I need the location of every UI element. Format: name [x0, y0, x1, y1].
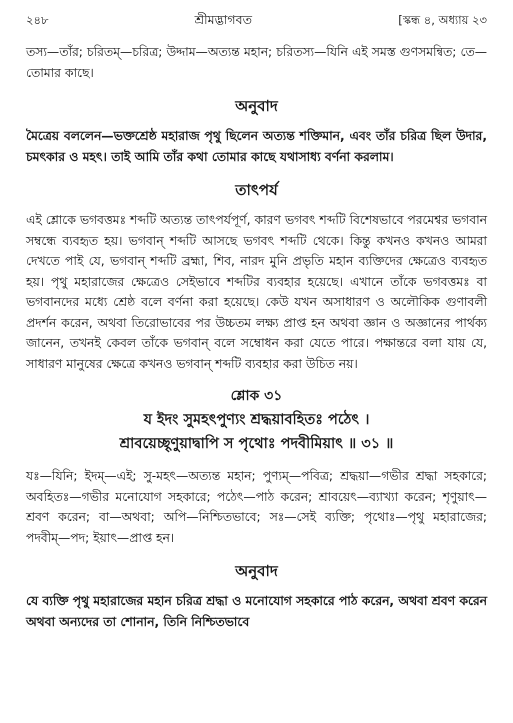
page-header — [26, 0, 487, 32]
purport-text: এই শ্লোকে ভগবত্তমঃ শব্দটি অত্যন্ত তাৎপর্যপূর্ণ, কারণ ভগবৎ শব্দটি বিশেষভাবে পরমেশ্বর ভগবান সম্বন্ধে ব্যবহৃত হয়। ভগবান্ শব্দটি আসছে ভগবৎ শব্দটি থেকে। কিন্তু কখনও কখনও আমরা দেখতে পাই যে, ভগবান্ শব্দটি ব্রহ্মা, শিব, নারদ মুনি প্রভৃতি মহান ব্যক্তিদের ক্ষেত্রেও ব্যবহৃত হয়। পৃথু মহারাজের ক্ষেত্রেও সেইভাবে শব্দটির ব্যবহার হয়েছে। এখানে তাঁকে ভগবত্তমঃ বা ভগবানদের মধ্যে শ্রেষ্ঠ বলে বর্ণনা করা হয়েছে। কেউ যখন অসাধারণ ও অলৌকিক গুণাবলী প্রদর্শন করেন, অথবা তিরোভাবের পর উচ্চতম লক্ষ্য প্রাপ্ত হন অথবা জ্ঞান ও অজ্ঞানের পার্থক্য জানেন, তখনই কেবল তাঁকে ভগবান্ বলে সম্বোধন করা যেতে পারে। পক্ষান্তরে বলা যায় যে, সাধারণ মানুষের ক্ষেত্রে কখনও ভগবান্ শব্দটি ব্যবহার করা উচিত নয়। — [26, 213, 487, 371]
synonyms-verse: যঃ—যিনি; ইদম্—এই; সু-মহৎ—অত্যন্ত মহান; পুণ্যম্—পবিত্র; শ্রদ্ধয়া—গভীর শ্রদ্ধা সহকারে; অবহিতঃ—গভীর মনোযোগ সহকারে; পঠেৎ—পাঠ করেন; শ্রাবয়েৎ—ব্যাখ্যা করেন; শৃণুয়াৎ—শ্রবণ করেন; বা—অথবা; অপি—নিশ্চিতভাবে; সঃ—সেই ব্যক্তি; পৃথোঃ—পৃথু মহারাজের; পদবীম্—পদ; ইয়াৎ—প্রাপ্ত হন। — [26, 469, 487, 545]
canto-chapter: [স্কন্ধ ৪, অধ্যায় ২৩ — [398, 13, 487, 27]
verse-label: শ্লোক ৩১ — [230, 388, 283, 404]
purport-heading: তাৎপর্য — [235, 181, 278, 199]
book-title: শ্রীমদ্ভাগবত — [194, 12, 252, 27]
verse-line-1: য ইদং সুমহৎপুণ্যং শ্রদ্ধয়াবহিতঃ পঠেৎ । — [143, 412, 370, 428]
page-number: ২৪৮ — [26, 13, 49, 27]
verse-line-2: শ্রাবয়েচ্ছৃণুয়াদ্বাপি স পৃথোঃ পদবীমিয়াৎ ॥ ৩১ ॥ — [119, 436, 394, 452]
translation-heading: অনুবাদ — [235, 97, 278, 115]
synonyms-top: তস্য—তাঁর; চরিতম্—চরিত্র; উদ্দাম—অত্যন্ত মহান; চরিতস্য—যিনি এই সমস্ত গুণসমন্বিত; তে—তোমার কাছে। — [26, 45, 487, 80]
translation-heading-2: অনুবাদ — [235, 562, 278, 580]
translation-text-2: যে ব্যক্তি পৃথু মহারাজের মহান চরিত্র শ্রদ্ধা ও মনোযোগ সহকারে পাঠ করেন, অথবা শ্রবণ করেন অথবা অন্যদের তা শোনান, তিনি নিশ্চিতভাবে — [26, 594, 487, 629]
translation-text: মৈত্রেয় বললেন—ভক্তশ্রেষ্ঠ মহারাজ পৃথু ছিলেন অত্যন্ত শক্তিমান, এবং তাঁর চরিত্র ছিল উদার, চমৎকার ও মহৎ। তাই আমি তাঁর কথা তোমার কাছে যথাসাধ্য বর্ণনা করলাম। — [26, 129, 487, 164]
